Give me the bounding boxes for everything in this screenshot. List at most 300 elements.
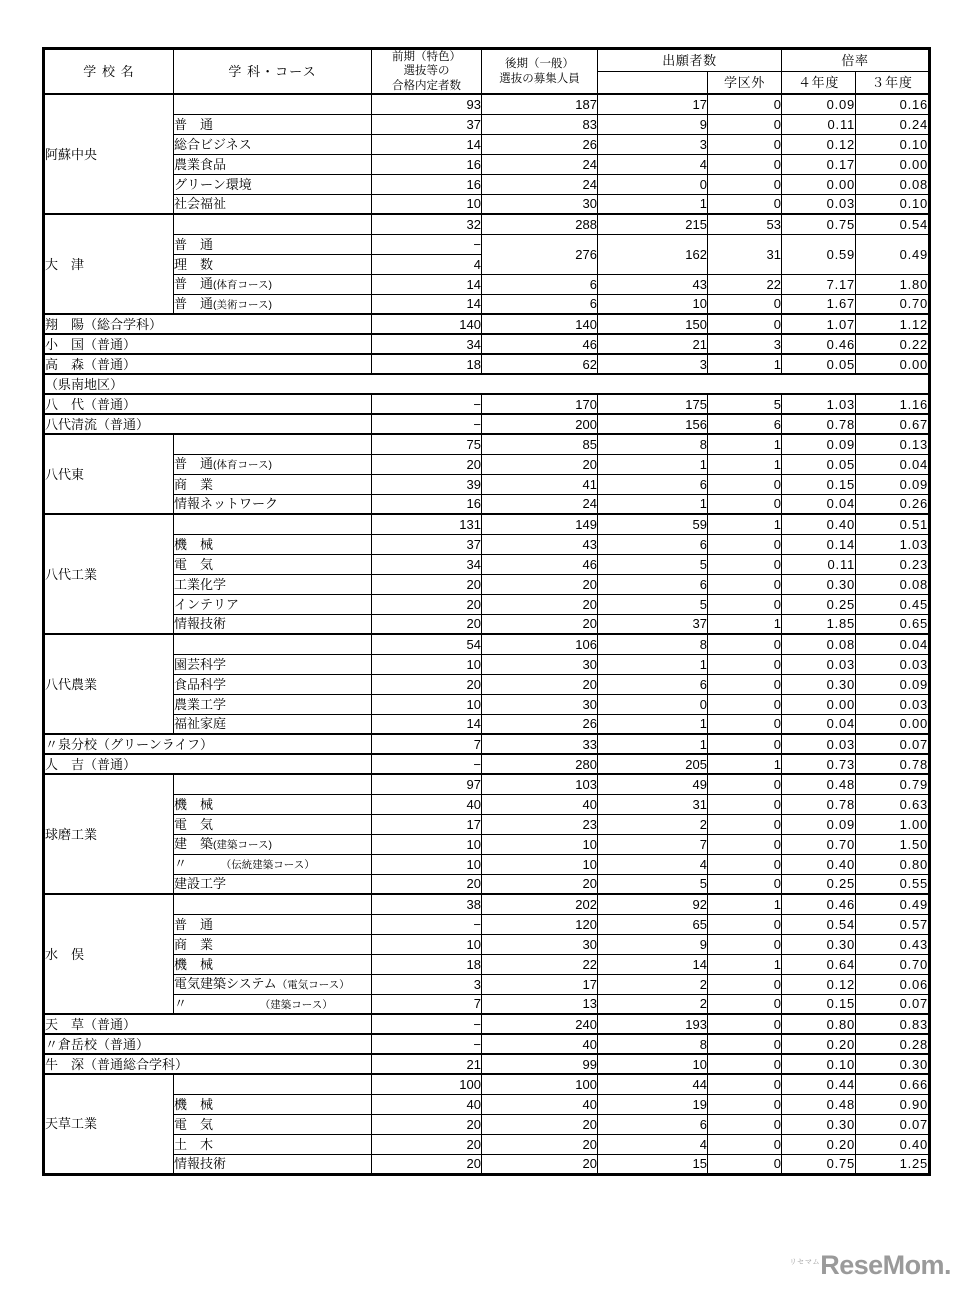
header-course-name: 学 科・コース: [174, 49, 372, 95]
course-name-cell: 電 気: [174, 554, 372, 574]
table-row: [44, 894, 930, 914]
zenki-quota-cell: −: [372, 914, 482, 934]
ratio-r4-cell: 0.44: [782, 1074, 856, 1094]
zenki-quota-cell: 20: [372, 1134, 482, 1154]
applicants-total-cell: 1: [598, 194, 708, 214]
ratio-r3-cell: 0.16: [856, 94, 930, 114]
kouki-quota-cell: 40: [482, 1094, 598, 1114]
applicants-outside-cell: 0: [708, 494, 782, 514]
ratio-r4-cell: 0.12: [782, 974, 856, 994]
ratio-r3-cell: 1.12: [856, 314, 930, 334]
kouki-quota-cell: 20: [482, 614, 598, 634]
ratio-r4-cell: 0.48: [782, 774, 856, 794]
applicants-outside-cell: 0: [708, 194, 782, 214]
ratio-r4-cell: 0.70: [782, 834, 856, 854]
applicants-outside-cell: 1: [708, 434, 782, 454]
zenki-quota-cell: 34: [372, 554, 482, 574]
table-row: [44, 974, 930, 994]
ratio-r3-cell: 0.28: [856, 1034, 930, 1054]
kouki-quota-cell: 43: [482, 534, 598, 554]
course-name-cell: 建設工学: [174, 874, 372, 894]
ratio-r4-cell: 0.46: [782, 334, 856, 354]
zenki-quota-cell: −: [372, 234, 482, 254]
kouki-quota-cell: 20: [482, 574, 598, 594]
admissions-table-sheet: [42, 47, 928, 1176]
kouki-quota-cell: 103: [482, 774, 598, 794]
table-row: [44, 334, 930, 354]
ratio-r4-cell: 0.03: [782, 194, 856, 214]
course-name-cell: 食品科学: [174, 674, 372, 694]
zenki-quota-cell: 20: [372, 874, 482, 894]
ratio-r3-cell: 1.00: [856, 814, 930, 834]
course-name-cell: 情報ネットワーク: [174, 494, 372, 514]
school-name-cell: 八 代（普通）: [44, 394, 372, 414]
kouki-quota-cell: 83: [482, 114, 598, 134]
applicants-total-cell: 162: [598, 234, 708, 274]
table-row: [44, 494, 930, 514]
ratio-r4-cell: 0.40: [782, 854, 856, 874]
applicants-outside-cell: 1: [708, 894, 782, 914]
applicants-total-cell: 10: [598, 1054, 708, 1074]
applicants-total-cell: 43: [598, 274, 708, 294]
ratio-r3-cell: 0.49: [856, 234, 930, 274]
applicants-outside-cell: 0: [708, 674, 782, 694]
table-row: [44, 214, 930, 234]
course-name-cell: 電気建築システム（電気コース）: [174, 974, 372, 994]
applicants-total-cell: 5: [598, 874, 708, 894]
table-row: [44, 354, 930, 374]
course-name-cell: 機 械: [174, 954, 372, 974]
zenki-quota-cell: 38: [372, 894, 482, 914]
applicants-outside-cell: 0: [708, 1034, 782, 1054]
ratio-r3-cell: 0.79: [856, 774, 930, 794]
kouki-quota-cell: 40: [482, 794, 598, 814]
ratio-r4-cell: 0.04: [782, 494, 856, 514]
ratio-r4-cell: 0.25: [782, 594, 856, 614]
table-row: [44, 174, 930, 194]
table-row: [44, 614, 930, 634]
zenki-quota-cell: 54: [372, 634, 482, 654]
applicants-total-cell: 17: [598, 94, 708, 114]
kouki-quota-cell: 106: [482, 634, 598, 654]
table-row: [44, 794, 930, 814]
kouki-quota-cell: 13: [482, 994, 598, 1014]
applicants-total-cell: 6: [598, 1114, 708, 1134]
zenki-quota-cell: 14: [372, 274, 482, 294]
ratio-r4-cell: 0.00: [782, 174, 856, 194]
course-name-cell: グリーン環境: [174, 174, 372, 194]
table-row: [44, 754, 930, 774]
applicants-total-cell: 31: [598, 794, 708, 814]
ratio-r4-cell: 0.11: [782, 114, 856, 134]
ratio-r3-cell: 0.66: [856, 1074, 930, 1094]
applicants-outside-cell: 0: [708, 154, 782, 174]
table-body: [44, 94, 930, 1174]
applicants-total-cell: 4: [598, 154, 708, 174]
table-row: [44, 594, 930, 614]
kouki-quota-cell: 170: [482, 394, 598, 414]
zenki-quota-cell: 131: [372, 514, 482, 534]
admissions-table: [42, 47, 931, 1176]
course-name-cell: 商 業: [174, 934, 372, 954]
applicants-total-cell: 4: [598, 854, 708, 874]
table-row: [44, 1014, 930, 1034]
zenki-quota-cell: 10: [372, 654, 482, 674]
ratio-r3-cell: 0.45: [856, 594, 930, 614]
table-row: [44, 874, 930, 894]
ratio-r4-cell: 0.10: [782, 1054, 856, 1074]
kouki-quota-cell: 24: [482, 494, 598, 514]
applicants-outside-cell: 0: [708, 914, 782, 934]
table-row: [44, 314, 930, 334]
table-row: [44, 534, 930, 554]
kouki-quota-cell: 6: [482, 294, 598, 314]
ratio-r4-cell: 1.67: [782, 294, 856, 314]
applicants-outside-cell: 0: [708, 1074, 782, 1094]
table-row: [44, 134, 930, 154]
ratio-r4-cell: 0.05: [782, 354, 856, 374]
table-row: [44, 1134, 930, 1154]
ratio-r3-cell: 0.03: [856, 654, 930, 674]
school-name-cell: 翔 陽（総合学科）: [44, 314, 372, 334]
applicants-outside-cell: 0: [708, 974, 782, 994]
course-name-cell: [174, 434, 372, 454]
kouki-quota-cell: 140: [482, 314, 598, 334]
school-name-cell: 〃倉岳校（普通）: [44, 1034, 372, 1054]
table-row: [44, 654, 930, 674]
header-outside-district: 学区外: [708, 71, 782, 94]
applicants-total-cell: 1: [598, 494, 708, 514]
zenki-quota-cell: −: [372, 414, 482, 434]
table-row: [44, 434, 930, 454]
applicants-outside-cell: 0: [708, 534, 782, 554]
kouki-quota-cell: 30: [482, 934, 598, 954]
ratio-r3-cell: 0.70: [856, 294, 930, 314]
zenki-quota-cell: 20: [372, 1114, 482, 1134]
kouki-quota-cell: 24: [482, 174, 598, 194]
ratio-r3-cell: 0.63: [856, 794, 930, 814]
ratio-r3-cell: 0.06: [856, 974, 930, 994]
zenki-quota-cell: 75: [372, 434, 482, 454]
kouki-quota-cell: 26: [482, 134, 598, 154]
ratio-r3-cell: 0.07: [856, 734, 930, 754]
zenki-quota-cell: 10: [372, 694, 482, 714]
applicants-outside-cell: 0: [708, 874, 782, 894]
applicants-total-cell: 65: [598, 914, 708, 934]
course-name-cell: 〃 （伝統建築コース）: [174, 854, 372, 874]
school-name-cell: 大 津: [44, 214, 174, 314]
applicants-total-cell: 92: [598, 894, 708, 914]
applicants-outside-cell: 0: [708, 934, 782, 954]
course-name-cell: 農業工学: [174, 694, 372, 714]
zenki-quota-cell: 20: [372, 1154, 482, 1174]
ratio-r4-cell: 0.78: [782, 794, 856, 814]
ratio-r4-cell: 0.09: [782, 434, 856, 454]
applicants-outside-cell: 0: [708, 294, 782, 314]
zenki-quota-cell: 32: [372, 214, 482, 234]
ratio-r3-cell: 0.22: [856, 334, 930, 354]
applicants-total-cell: 193: [598, 1014, 708, 1034]
school-name-cell: 牛 深（普通総合学科）: [44, 1054, 372, 1074]
course-name-cell: 建 築(建築コース): [174, 834, 372, 854]
header-kouki-line1: 後期（一般）: [505, 58, 574, 71]
applicants-outside-cell: 0: [708, 314, 782, 334]
kouki-quota-cell: 20: [482, 454, 598, 474]
applicants-total-cell: 6: [598, 674, 708, 694]
table-row: [44, 414, 930, 434]
applicants-total-cell: 9: [598, 114, 708, 134]
zenki-quota-cell: −: [372, 394, 482, 414]
ratio-r4-cell: 0.30: [782, 934, 856, 954]
kouki-quota-cell: 40: [482, 1034, 598, 1054]
kouki-quota-cell: 24: [482, 154, 598, 174]
table-row: [44, 94, 930, 114]
school-name-cell: 阿蘇中央: [44, 94, 174, 214]
course-name-cell: 普 通: [174, 234, 372, 254]
course-name-cell: 理 数: [174, 254, 372, 274]
zenki-quota-cell: 14: [372, 134, 482, 154]
zenki-quota-cell: 4: [372, 254, 482, 274]
course-name-cell: 工業化学: [174, 574, 372, 594]
table-row: [44, 714, 930, 734]
kouki-quota-cell: 26: [482, 714, 598, 734]
table-row: [44, 194, 930, 214]
course-name-cell: 土 木: [174, 1134, 372, 1154]
region-header-row: [44, 374, 930, 394]
course-name-cell: 〃 （建築コース）: [174, 994, 372, 1014]
ratio-r4-cell: 0.04: [782, 714, 856, 734]
applicants-total-cell: 6: [598, 574, 708, 594]
zenki-quota-cell: 97: [372, 774, 482, 794]
zenki-quota-cell: 17: [372, 814, 482, 834]
table-row: [44, 854, 930, 874]
zenki-quota-cell: 16: [372, 174, 482, 194]
header-zenki-line1: 前期（特色）: [392, 51, 461, 63]
kouki-quota-cell: 100: [482, 1074, 598, 1094]
ratio-r4-cell: 0.78: [782, 414, 856, 434]
zenki-quota-cell: 10: [372, 194, 482, 214]
kouki-quota-cell: 46: [482, 554, 598, 574]
table-row: [44, 994, 930, 1014]
region-label: （県南地区）: [44, 374, 930, 394]
zenki-quota-cell: 14: [372, 294, 482, 314]
applicants-total-cell: 3: [598, 354, 708, 374]
ratio-r4-cell: 0.30: [782, 674, 856, 694]
applicants-outside-cell: 5: [708, 394, 782, 414]
ratio-r3-cell: 0.07: [856, 1114, 930, 1134]
applicants-outside-cell: 0: [708, 134, 782, 154]
ratio-r3-cell: 0.55: [856, 874, 930, 894]
ratio-r3-cell: 0.09: [856, 674, 930, 694]
applicants-total-cell: 6: [598, 474, 708, 494]
ratio-r3-cell: 0.24: [856, 114, 930, 134]
course-name-cell: 情報技術: [174, 1154, 372, 1174]
kouki-quota-cell: 99: [482, 1054, 598, 1074]
applicants-outside-cell: 0: [708, 1134, 782, 1154]
kouki-quota-cell: 46: [482, 334, 598, 354]
ratio-r4-cell: 0.00: [782, 694, 856, 714]
applicants-total-cell: 37: [598, 614, 708, 634]
zenki-quota-cell: 20: [372, 574, 482, 594]
applicants-outside-cell: 3: [708, 334, 782, 354]
table-row: [44, 294, 930, 314]
applicants-outside-cell: 1: [708, 454, 782, 474]
zenki-quota-cell: 20: [372, 594, 482, 614]
course-name-cell: 機 械: [174, 534, 372, 554]
header-zenki-line2: 選抜等の: [403, 65, 450, 78]
kouki-quota-cell: 22: [482, 954, 598, 974]
applicants-outside-cell: 0: [708, 774, 782, 794]
ratio-r4-cell: 0.12: [782, 134, 856, 154]
kouki-quota-cell: 10: [482, 834, 598, 854]
course-name-cell: 普 通(美術コース): [174, 294, 372, 314]
ratio-r4-cell: 1.03: [782, 394, 856, 414]
zenki-quota-cell: 14: [372, 714, 482, 734]
ratio-r4-cell: 0.17: [782, 154, 856, 174]
applicants-total-cell: 8: [598, 1034, 708, 1054]
header-zenki-line3: 合格内定者数: [392, 79, 461, 92]
applicants-total-cell: 2: [598, 994, 708, 1014]
header-kouki-line2: 選抜の募集人員: [499, 72, 580, 85]
applicants-total-cell: 4: [598, 1134, 708, 1154]
ratio-r4-cell: 0.08: [782, 634, 856, 654]
kouki-quota-cell: 20: [482, 1134, 598, 1154]
zenki-quota-cell: 20: [372, 454, 482, 474]
school-name-cell: 八代工業: [44, 514, 174, 634]
table-row: [44, 274, 930, 294]
ratio-r3-cell: 0.70: [856, 954, 930, 974]
course-name-cell: [174, 634, 372, 654]
kouki-quota-cell: 276: [482, 234, 598, 274]
kouki-quota-cell: 280: [482, 754, 598, 774]
course-name-cell: 普 通(体育コース): [174, 274, 372, 294]
ratio-r3-cell: 0.09: [856, 474, 930, 494]
applicants-total-cell: 156: [598, 414, 708, 434]
ratio-r4-cell: 0.30: [782, 1114, 856, 1134]
applicants-outside-cell: 0: [708, 854, 782, 874]
ratio-r3-cell: 0.10: [856, 134, 930, 154]
applicants-outside-cell: 0: [708, 114, 782, 134]
applicants-total-cell: 0: [598, 694, 708, 714]
applicants-outside-cell: 53: [708, 214, 782, 234]
applicants-outside-cell: 1: [708, 614, 782, 634]
ratio-r4-cell: 0.40: [782, 514, 856, 534]
watermark-text: ReseMom.: [820, 1250, 951, 1280]
ratio-r3-cell: 0.04: [856, 454, 930, 474]
table-row: [44, 694, 930, 714]
applicants-outside-cell: 0: [708, 1014, 782, 1034]
applicants-total-cell: 14: [598, 954, 708, 974]
table-row: [44, 554, 930, 574]
ratio-r4-cell: 0.75: [782, 214, 856, 234]
course-name-cell: 電 気: [174, 1114, 372, 1134]
course-name-cell: 情報技術: [174, 614, 372, 634]
kouki-quota-cell: 30: [482, 654, 598, 674]
applicants-total-cell: 21: [598, 334, 708, 354]
school-name-cell: 八代清流（普通）: [44, 414, 372, 434]
table-row: [44, 1094, 930, 1114]
kouki-quota-cell: 6: [482, 274, 598, 294]
table-row: [44, 474, 930, 494]
applicants-outside-cell: 0: [708, 1114, 782, 1134]
header-applicants-total-blank: [598, 71, 708, 94]
table-row: [44, 934, 930, 954]
zenki-quota-cell: −: [372, 1014, 482, 1034]
school-name-cell: 八代東: [44, 434, 174, 514]
applicants-total-cell: 49: [598, 774, 708, 794]
header-zenki-quota: [372, 49, 482, 95]
course-name-cell: 社会福祉: [174, 194, 372, 214]
ratio-r3-cell: 1.80: [856, 274, 930, 294]
zenki-quota-cell: 140: [372, 314, 482, 334]
zenki-quota-cell: 34: [372, 334, 482, 354]
school-name-cell: 水 俣: [44, 894, 174, 1014]
ratio-r3-cell: 1.25: [856, 1154, 930, 1174]
ratio-r4-cell: 0.09: [782, 94, 856, 114]
header-ratio-r3: ３年度: [856, 71, 930, 94]
watermark-kana: リセマム: [789, 1259, 821, 1266]
header-applicants: 出願者数: [598, 49, 782, 72]
applicants-outside-cell: 0: [708, 654, 782, 674]
zenki-quota-cell: 18: [372, 954, 482, 974]
ratio-r3-cell: 1.16: [856, 394, 930, 414]
ratio-r4-cell: 1.07: [782, 314, 856, 334]
kouki-quota-cell: 30: [482, 694, 598, 714]
applicants-outside-cell: 1: [708, 754, 782, 774]
table-row: [44, 634, 930, 654]
ratio-r3-cell: 0.13: [856, 434, 930, 454]
course-name-cell: [174, 774, 372, 794]
kouki-quota-cell: 30: [482, 194, 598, 214]
applicants-outside-cell: 0: [708, 94, 782, 114]
applicants-outside-cell: 22: [708, 274, 782, 294]
ratio-r4-cell: 0.54: [782, 914, 856, 934]
zenki-quota-cell: 3: [372, 974, 482, 994]
ratio-r3-cell: 0.67: [856, 414, 930, 434]
ratio-r4-cell: 0.03: [782, 654, 856, 674]
ratio-r3-cell: 0.78: [856, 754, 930, 774]
ratio-r4-cell: 0.46: [782, 894, 856, 914]
applicants-total-cell: 2: [598, 974, 708, 994]
school-name-cell: 球磨工業: [44, 774, 174, 894]
zenki-quota-cell: 7: [372, 994, 482, 1014]
table-row: [44, 574, 930, 594]
ratio-r3-cell: 0.00: [856, 354, 930, 374]
applicants-total-cell: 1: [598, 454, 708, 474]
course-name-cell: [174, 894, 372, 914]
zenki-quota-cell: 7: [372, 734, 482, 754]
kouki-quota-cell: 20: [482, 674, 598, 694]
ratio-r4-cell: 0.59: [782, 234, 856, 274]
applicants-outside-cell: 1: [708, 354, 782, 374]
zenki-quota-cell: 20: [372, 674, 482, 694]
table-row: [44, 1114, 930, 1134]
zenki-quota-cell: 37: [372, 114, 482, 134]
applicants-outside-cell: 0: [708, 814, 782, 834]
applicants-total-cell: 59: [598, 514, 708, 534]
applicants-outside-cell: 0: [708, 734, 782, 754]
school-name-cell: 天草工業: [44, 1074, 174, 1174]
ratio-r3-cell: 0.23: [856, 554, 930, 574]
kouki-quota-cell: 33: [482, 734, 598, 754]
course-name-cell: 機 械: [174, 794, 372, 814]
course-name-cell: 農業食品: [174, 154, 372, 174]
applicants-total-cell: 15: [598, 1154, 708, 1174]
ratio-r4-cell: 0.14: [782, 534, 856, 554]
zenki-quota-cell: 40: [372, 1094, 482, 1114]
table-row: [44, 514, 930, 534]
ratio-r4-cell: 0.48: [782, 1094, 856, 1114]
